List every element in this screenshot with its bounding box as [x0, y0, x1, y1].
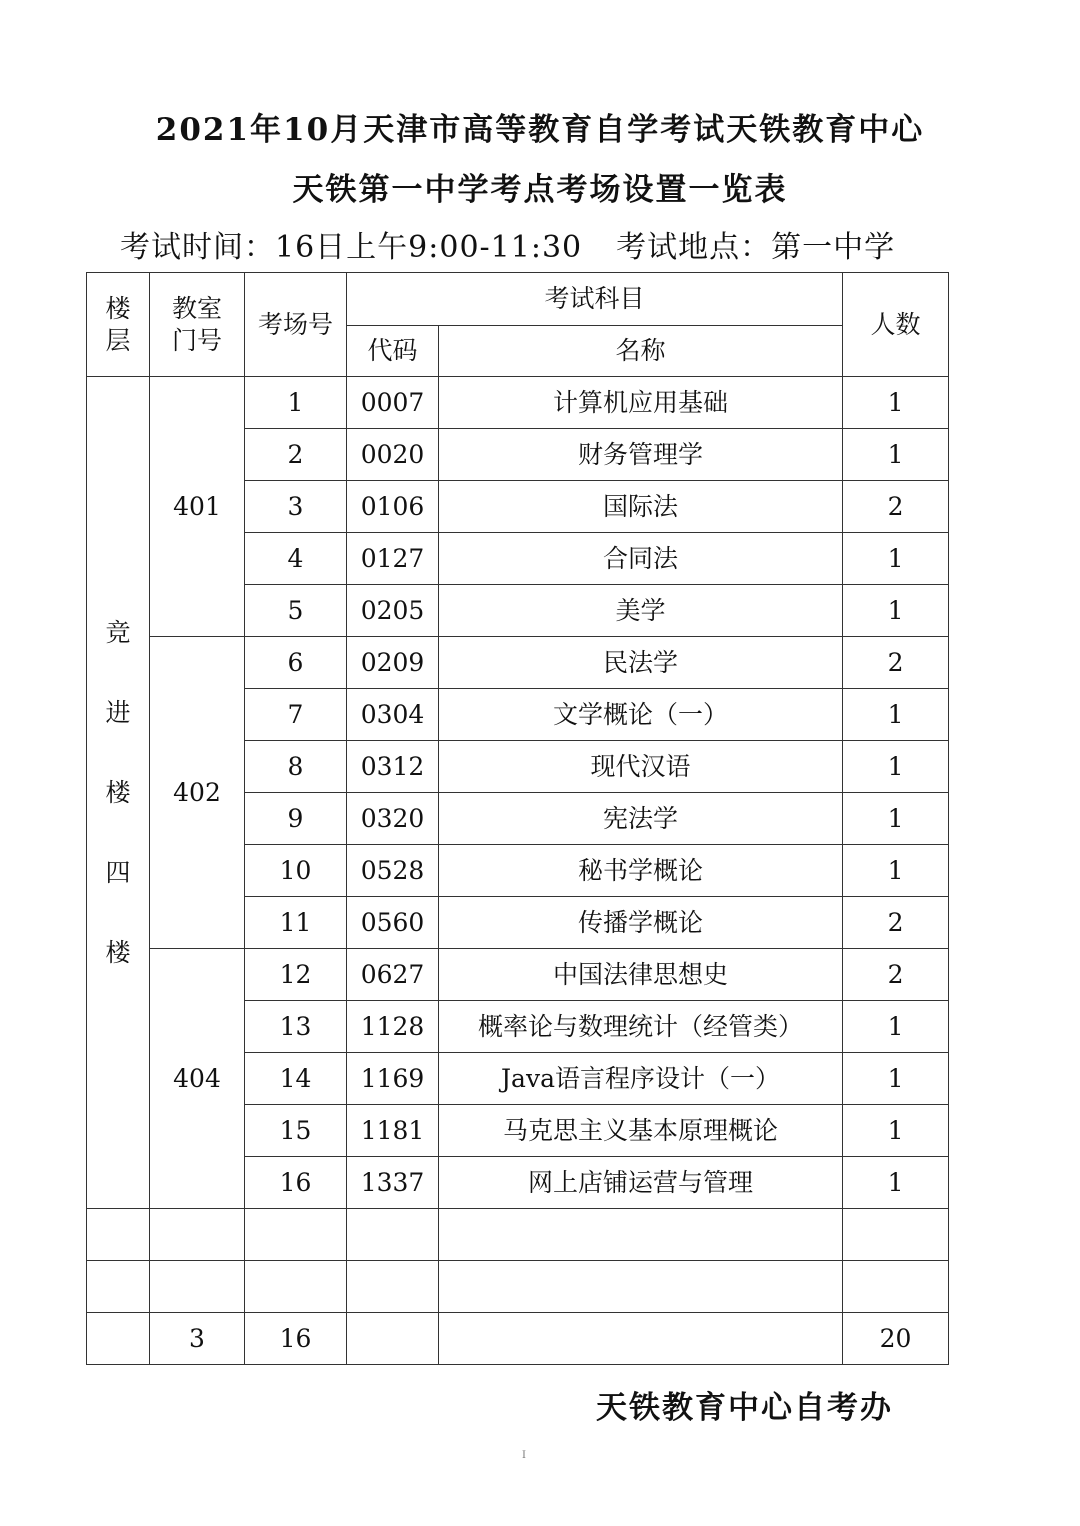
count-cell: 1: [843, 1157, 949, 1209]
code-cell: 1337: [347, 1157, 439, 1209]
total-name-cell: [439, 1313, 843, 1365]
code-cell: 0007: [347, 377, 439, 429]
floor-name: [87, 593, 149, 993]
total-halls-cell: 16: [245, 1313, 347, 1365]
header-name: 名称: [439, 326, 843, 377]
totals-row: [87, 1313, 949, 1365]
hall-cell: 12: [245, 949, 347, 1001]
empty-row: [87, 1209, 949, 1261]
code-cell: 0312: [347, 741, 439, 793]
table-row: [87, 377, 949, 429]
empty-cell: [439, 1209, 843, 1261]
count-cell: 1: [843, 585, 949, 637]
floor-cell: [87, 377, 150, 1209]
code-cell: 0127: [347, 533, 439, 585]
header-hall: 考场号: [245, 273, 347, 377]
hall-cell: 15: [245, 1105, 347, 1157]
code-cell: 0304: [347, 689, 439, 741]
floor-char: 竞: [105, 617, 131, 647]
exam-time-label: 考试时间：: [120, 230, 275, 265]
exam-room-table: [86, 272, 949, 1365]
total-rooms-cell: 3: [150, 1313, 245, 1365]
empty-cell: [245, 1261, 347, 1313]
count-cell: 1: [843, 689, 949, 741]
header-count: 人数: [843, 273, 949, 377]
exam-place-label: 考试地点：: [616, 230, 772, 265]
subject-name-cell: 中国法律思想史: [439, 949, 843, 1001]
count-cell: 1: [843, 377, 949, 429]
hall-cell: 16: [245, 1157, 347, 1209]
hall-cell: 11: [245, 897, 347, 949]
code-cell: 0209: [347, 637, 439, 689]
empty-row: [87, 1261, 949, 1313]
empty-cell: [843, 1261, 949, 1313]
code-cell: 0627: [347, 949, 439, 1001]
hall-cell: 8: [245, 741, 347, 793]
empty-cell: [843, 1209, 949, 1261]
subject-name-cell: 马克思主义基本原理概论: [439, 1105, 843, 1157]
header-floor: 楼 层: [87, 273, 150, 377]
subject-name-cell: 现代汉语: [439, 741, 843, 793]
subject-name-cell: 秘书学概论: [439, 845, 843, 897]
page-mark: I: [522, 1450, 526, 1461]
room-cell: 402: [150, 637, 245, 949]
hall-cell: 3: [245, 481, 347, 533]
count-cell: 1: [843, 741, 949, 793]
total-floor-cell: [87, 1313, 150, 1365]
empty-cell: [87, 1209, 150, 1261]
footer-signature: 天铁教育中心自考办: [596, 1390, 893, 1426]
code-cell: 0020: [347, 429, 439, 481]
total-count-cell: 20: [843, 1313, 949, 1365]
empty-cell: [87, 1261, 150, 1313]
subject-name-cell: 宪法学: [439, 793, 843, 845]
hall-cell: 1: [245, 377, 347, 429]
count-cell: 1: [843, 1053, 949, 1105]
subject-name-cell: 财务管理学: [439, 429, 843, 481]
subject-name-cell: 网上店铺运营与管理: [439, 1157, 843, 1209]
hall-cell: 5: [245, 585, 347, 637]
subject-name-cell: Java语言程序设计（一）: [439, 1053, 843, 1105]
hall-cell: 10: [245, 845, 347, 897]
subject-name-cell: 合同法: [439, 533, 843, 585]
room-cell: 404: [150, 949, 245, 1209]
empty-cell: [347, 1261, 439, 1313]
hall-cell: 9: [245, 793, 347, 845]
floor-char: 进: [105, 697, 131, 727]
count-cell: 1: [843, 533, 949, 585]
floor-char: 楼: [105, 937, 131, 967]
exam-time-value: 16日上午9:00-11:30: [275, 230, 583, 265]
code-cell: 0320: [347, 793, 439, 845]
empty-cell: [347, 1209, 439, 1261]
count-cell: 2: [843, 481, 949, 533]
count-cell: 2: [843, 897, 949, 949]
table-row: [87, 949, 949, 1001]
hall-cell: 7: [245, 689, 347, 741]
floor-char: 楼: [105, 777, 131, 807]
code-cell: 1169: [347, 1053, 439, 1105]
count-cell: 2: [843, 637, 949, 689]
header-room: 教室 门号: [150, 273, 245, 377]
subject-name-cell: 文学概论（一）: [439, 689, 843, 741]
table-row: [87, 637, 949, 689]
header-subject: 考试科目: [347, 273, 843, 326]
code-cell: 0560: [347, 897, 439, 949]
subject-name-cell: 国际法: [439, 481, 843, 533]
hall-cell: 6: [245, 637, 347, 689]
header-code: 代码: [347, 326, 439, 377]
count-cell: 1: [843, 793, 949, 845]
count-cell: 1: [843, 429, 949, 481]
total-code-cell: [347, 1313, 439, 1365]
count-cell: 1: [843, 845, 949, 897]
empty-cell: [439, 1261, 843, 1313]
subject-name-cell: 计算机应用基础: [439, 377, 843, 429]
code-cell: 0528: [347, 845, 439, 897]
hall-cell: 13: [245, 1001, 347, 1053]
floor-char: 四: [105, 857, 131, 887]
room-cell: 401: [150, 377, 245, 637]
code-cell: 0205: [347, 585, 439, 637]
exam-place-value: 第一中学: [771, 230, 896, 265]
subject-name-cell: 民法学: [439, 637, 843, 689]
count-cell: 1: [843, 1105, 949, 1157]
empty-cell: [245, 1209, 347, 1261]
empty-cell: [150, 1261, 245, 1313]
code-cell: 0106: [347, 481, 439, 533]
document-title-line2: 天铁第一中学考点考场设置一览表: [292, 172, 788, 208]
count-cell: 2: [843, 949, 949, 1001]
count-cell: 1: [843, 1001, 949, 1053]
hall-cell: 4: [245, 533, 347, 585]
subject-name-cell: 传播学概论: [439, 897, 843, 949]
empty-cell: [150, 1209, 245, 1261]
subject-name-cell: 概率论与数理统计（经管类）: [439, 1001, 843, 1053]
code-cell: 1181: [347, 1105, 439, 1157]
hall-cell: 14: [245, 1053, 347, 1105]
hall-cell: 2: [245, 429, 347, 481]
document-title-line1: 2021年10月天津市高等教育自学考试天铁教育中心: [155, 112, 925, 148]
exam-info-line: [120, 222, 895, 266]
subject-name-cell: 美学: [439, 585, 843, 637]
code-cell: 1128: [347, 1001, 439, 1053]
